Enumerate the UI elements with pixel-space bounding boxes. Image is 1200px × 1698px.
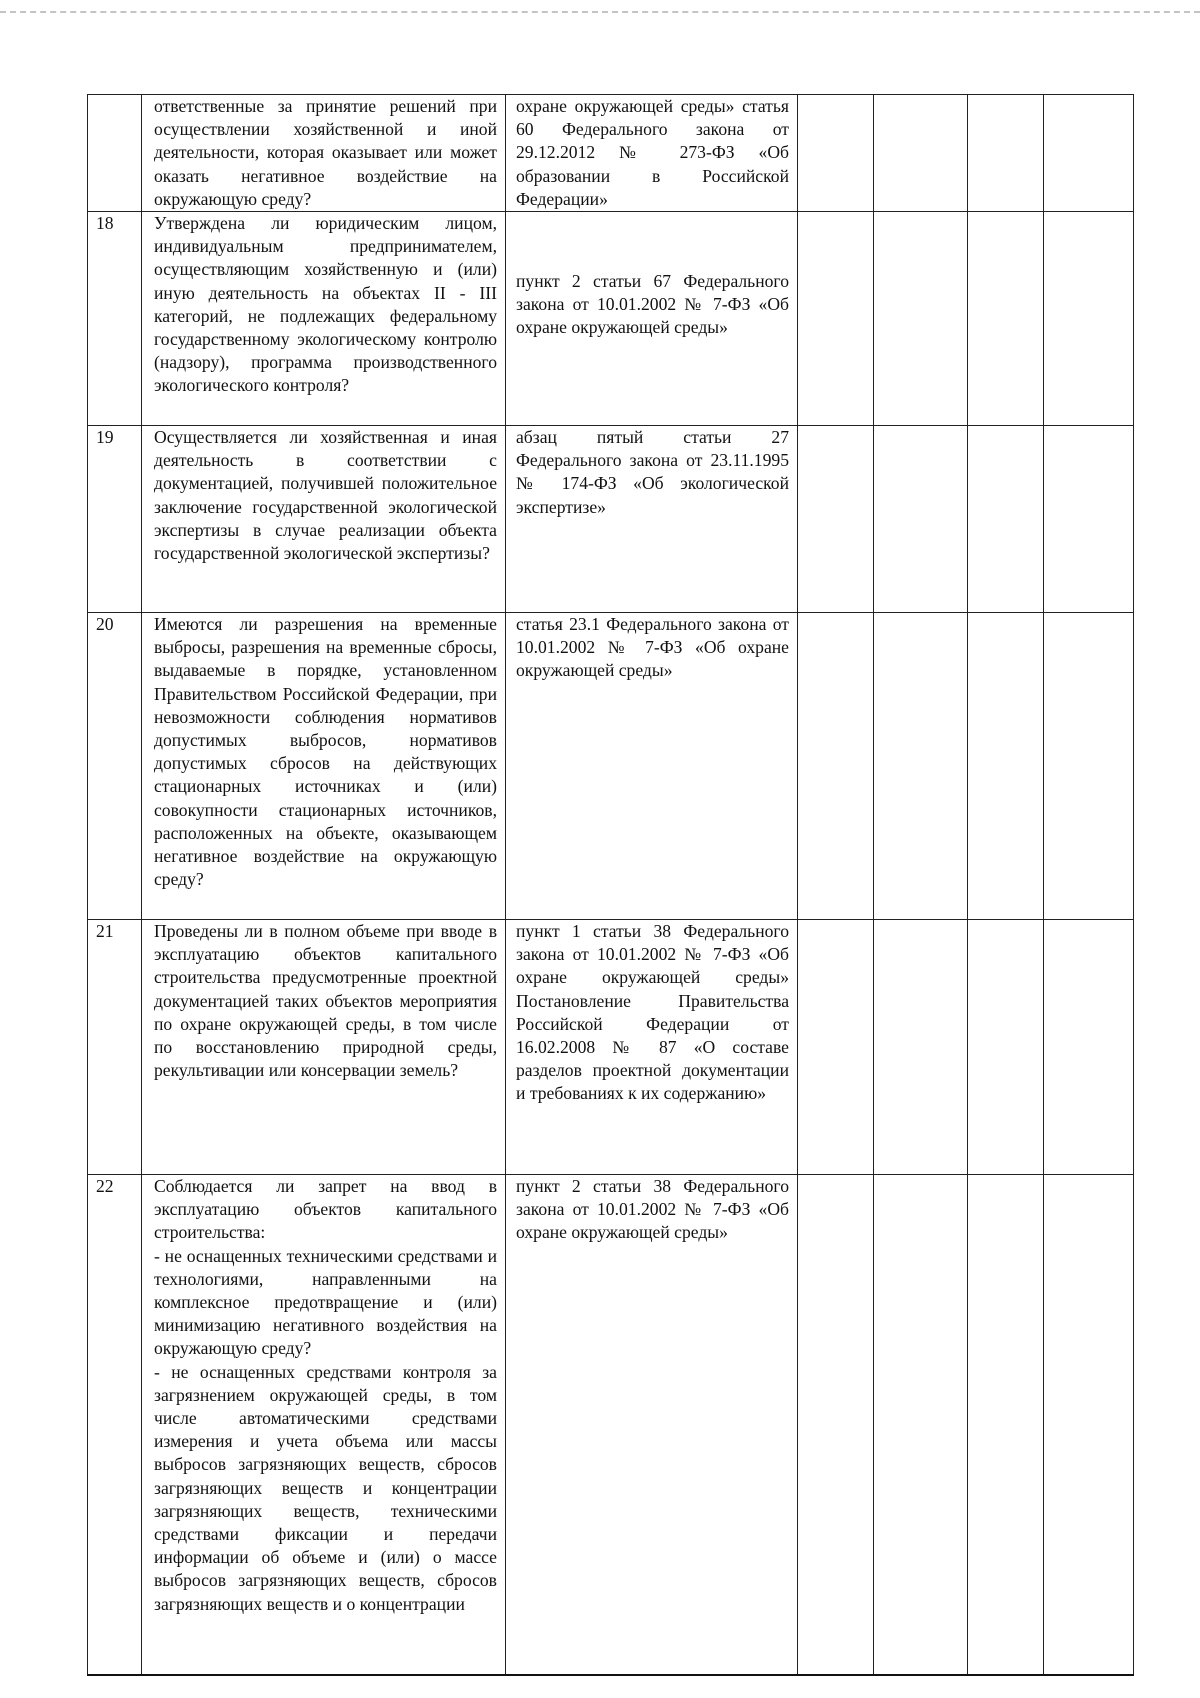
comment-cell bbox=[1044, 1175, 1134, 1675]
question-cell: Имеются ли разрешения на временные выбросы, разрешения на временные сбросы, выдаваемые в порядке, установленном Правительством Российской Федерации, при невозможности соблюдения нормативов допустимых выбросов, нормативов допустимых сбросов на действующих стационарных источниках и (или) совокупности стационарных источников, расположенных на объекте, оказывающем негативное воздействие на окружающую среду? bbox=[142, 613, 506, 920]
row-number: 18 bbox=[88, 212, 142, 426]
comment-cell bbox=[1044, 95, 1134, 212]
answer-na-cell bbox=[968, 426, 1044, 613]
answer-na-cell bbox=[968, 1175, 1044, 1675]
row-number: 20 bbox=[88, 613, 142, 920]
checklist-table bbox=[87, 94, 1134, 1676]
table-row bbox=[88, 426, 1134, 613]
legal-basis-cell: пункт 1 статьи 38 Федерального закона от 10.01.2002 № 7-ФЗ «Об охране окружающей среды» Постановление Правительства Российской Федерации от 16.02.2008 № 87 «О составе разделов проектной документации и требованиях к их содержанию» bbox=[506, 920, 798, 1175]
scan-top-edge bbox=[0, 11, 1200, 13]
answer-yes-cell bbox=[798, 1175, 874, 1675]
question-cell bbox=[142, 1175, 506, 1675]
answer-yes-cell bbox=[798, 613, 874, 920]
table-row bbox=[88, 212, 1134, 426]
question-cell: Утверждена ли юридическим лицом, индивидуальным предпринимателем, осуществляющим хозяйственную и (или) иную деятельность на объектах II - III категорий, не подлежащих федеральному государственному экологическому контролю (надзору), программа производственного экологического контроля? bbox=[142, 212, 506, 426]
comment-cell bbox=[1044, 212, 1134, 426]
row-number: 22 bbox=[88, 1175, 142, 1675]
question-text: Соблюдается ли запрет на ввод в эксплуатацию объектов капитального строительства: - не оснащенных техническими средствами и технологиями, направленными на комплексное предотвращение и (или) минимизацию негативного воздействия на окружающую среду? - не оснащенных средствами контроля за загрязнением окружающей среды, в том числе автоматическими средствами измерения и учета объема или массы выбросов загрязняющих веществ, сбросов загрязняющих веществ и концентрации загрязняющих веществ, техническими средствами фиксации и передачи информации об объеме и (или) о массе выбросов загрязняющих веществ, сбросов загрязняющих веществ и о концентрации bbox=[154, 1176, 497, 1614]
row-number: 19 bbox=[88, 426, 142, 613]
legal-basis-cell bbox=[506, 212, 798, 426]
answer-no-cell bbox=[874, 613, 968, 920]
legal-basis-cell: абзац пятый статьи 27 Федерального закона от 23.11.1995 № 174-ФЗ «Об экологической экспертизе» bbox=[506, 426, 798, 613]
table-row bbox=[88, 920, 1134, 1175]
answer-na-cell bbox=[968, 613, 1044, 920]
table-row bbox=[88, 95, 1134, 212]
legal-basis-cell: охране окружающей среды» статья 60 Федерального закона от 29.12.2012 № 273-ФЗ «Об образовании в Российской Федерации» bbox=[506, 95, 798, 212]
table-row bbox=[88, 1175, 1134, 1675]
legal-basis-cell: статья 23.1 Федерального закона от 10.01.2002 № 7-ФЗ «Об охране окружающей среды» bbox=[506, 613, 798, 920]
answer-yes-cell bbox=[798, 95, 874, 212]
answer-yes-cell bbox=[798, 212, 874, 426]
row-number: 21 bbox=[88, 920, 142, 1175]
question-cell: Проведены ли в полном объеме при вводе в эксплуатацию объектов капитального строительства предусмотренные проектной документацией таких объектов мероприятия по охране окружающей среды, в том числе по восстановлению природной среды, рекультивации или консервации земель? bbox=[142, 920, 506, 1175]
comment-cell bbox=[1044, 920, 1134, 1175]
answer-na-cell bbox=[968, 212, 1044, 426]
legal-basis-cell: пункт 2 статьи 38 Федерального закона от 10.01.2002 № 7-ФЗ «Об охране окружающей среды» bbox=[506, 1175, 798, 1675]
row-number bbox=[88, 95, 142, 212]
question-cell: ответственные за принятие решений при осуществлении хозяйственной и иной деятельности, которая оказывает или может оказать негативное воздействие на окружающую среду? bbox=[142, 95, 506, 212]
comment-cell bbox=[1044, 613, 1134, 920]
answer-yes-cell bbox=[798, 920, 874, 1175]
question-cell: Осуществляется ли хозяйственная и иная деятельность в соответствии с документацией, получившей положительное заключение государственной экологической экспертизы в случае реализации объекта государственной экологической экспертизы? bbox=[142, 426, 506, 613]
answer-no-cell bbox=[874, 95, 968, 212]
answer-no-cell bbox=[874, 920, 968, 1175]
answer-na-cell bbox=[968, 920, 1044, 1175]
table-row bbox=[88, 613, 1134, 920]
answer-yes-cell bbox=[798, 426, 874, 613]
legal-basis-text: пункт 2 статьи 67 Федерального закона от 10.01.2002 № 7-ФЗ «Об охране окружающей среды» bbox=[516, 271, 789, 338]
answer-no-cell bbox=[874, 426, 968, 613]
answer-no-cell bbox=[874, 212, 968, 426]
comment-cell bbox=[1044, 426, 1134, 613]
answer-na-cell bbox=[968, 95, 1044, 212]
answer-no-cell bbox=[874, 1175, 968, 1675]
